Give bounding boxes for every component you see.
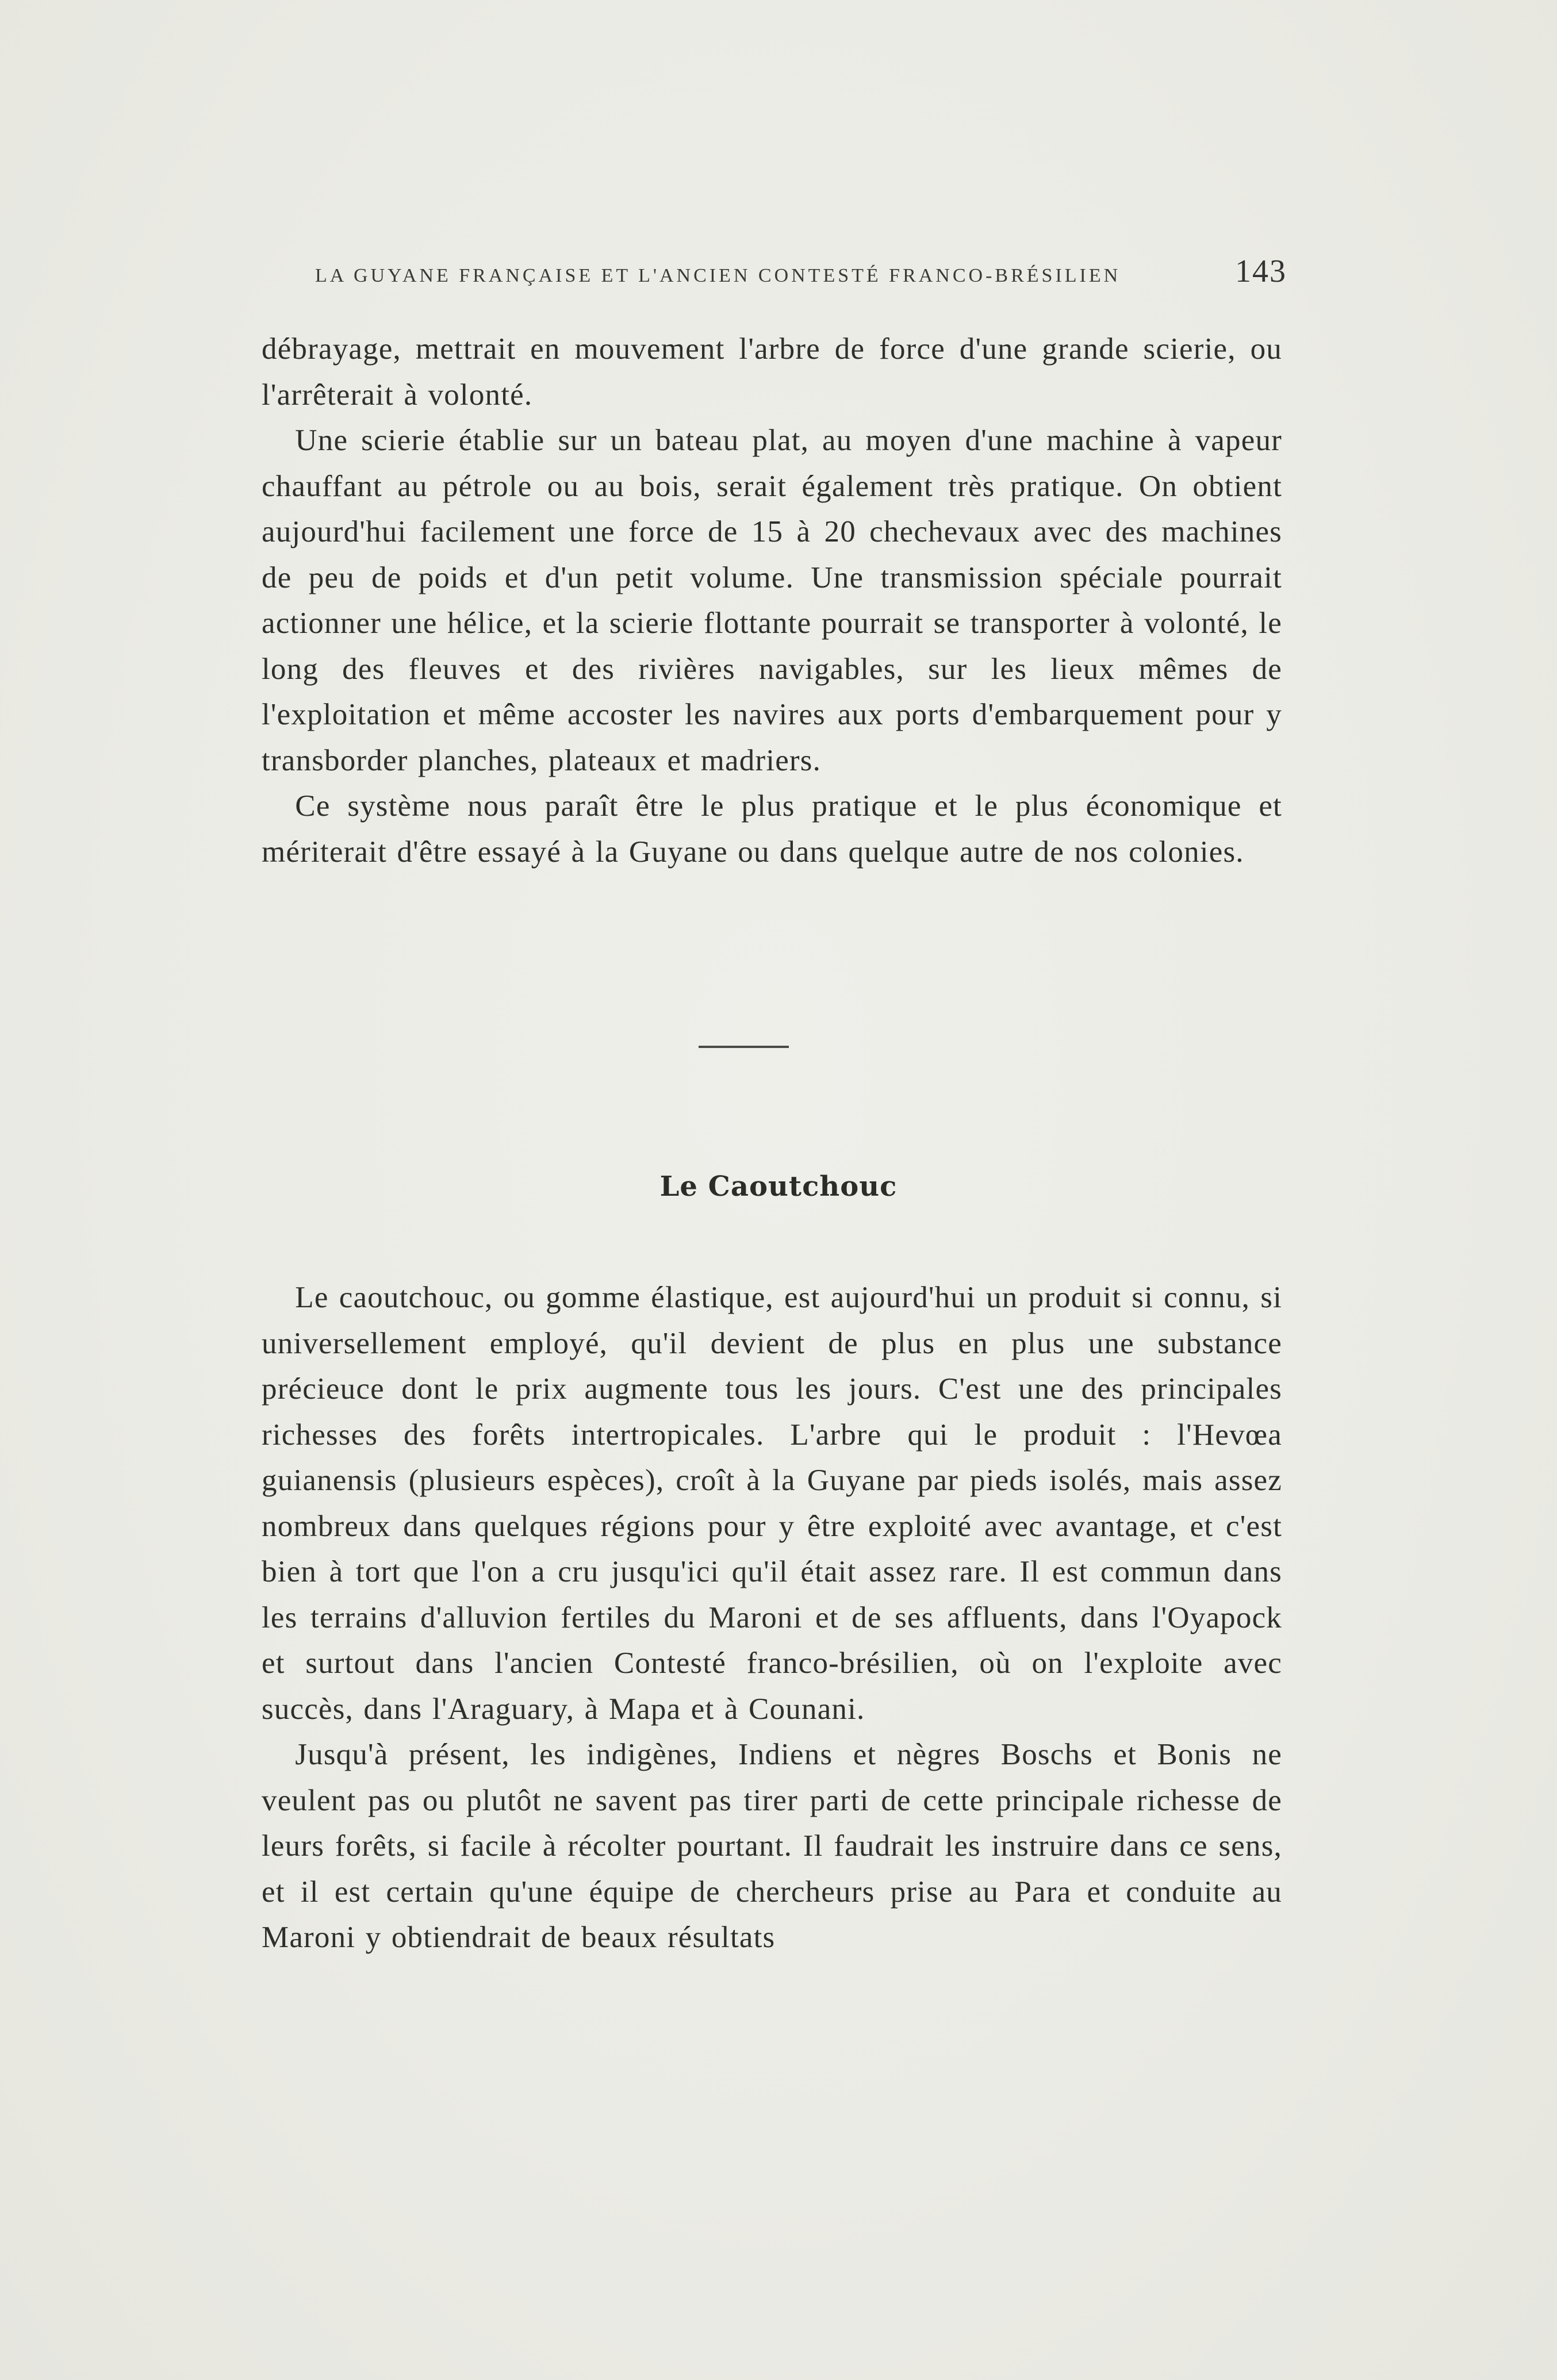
running-head xyxy=(315,253,1287,290)
body-text-continued xyxy=(262,327,1282,875)
paragraph: débrayage, mettrait en mouvement l'arbre de force d'une grande scierie, ou l'arrêterait à volonté. xyxy=(262,332,1282,412)
section-divider xyxy=(699,1046,789,1048)
paragraph: Le caoutchouc, ou gomme élastique, est aujourd'hui un produit si connu, si universellement employé, qu'il devient de plus en plus une substance précieuce dont le prix augmente tous les jours. C'est une des principales richesses des forêts intertropicales. L'arbre qui le produit : l'Hevœa guianensis (plusieurs espèces), croît à la Guyane par pieds isolés, mais assez nombreux dans quelques régions pour y être exploité avec avantage, et c'est bien à tort que l'on a cru jusqu'ici qu'il était assez rare. Il est commun dans les terrains d'alluvion fertiles du Maroni et de ses affluents, dans l'Oyapock et surtout dans l'ancien Contesté franco-brésilien, où on l'exploite avec succès, dans l'Araguary, à Mapa et à Counani. xyxy=(262,1281,1282,1726)
page-number: 143 xyxy=(1235,254,1287,289)
running-title: LA GUYANE FRANÇAISE ET L'ANCIEN CONTESTÉ FRANCO-BRÉSILIEN xyxy=(315,265,1121,286)
paragraph: Jusqu'à présent, les indigènes, Indiens et nègres Boschs et Bonis ne veulent pas ou plutôt ne savent pas tirer parti de cette principale richesse de leurs forêts, si facile à récolter pourtant. Il faudrait les instruire dans ce sens, et il est certain qu'une équipe de chercheurs prise au Para et conduite au Maroni y obtiendrait de beaux résultats xyxy=(262,1738,1282,1954)
paragraph: Une scierie établie sur un bateau plat, au moyen d'une machine à vapeur chauffant au pétrole ou au bois, serait également très pratique. On obtient aujourd'hui facilement une force de 15 à 20 chechevaux avec des machines de peu de poids et d'un petit volume. Une transmission spéciale pourrait actionner une hélice, et la scierie flottante pourrait se transporter à volonté, le long des fleuves et des rivières navigables, sur les lieux mêmes de l'exploitation et même accoster les navires aux ports d'embarquement pour y transborder planches, plateaux et madriers. xyxy=(262,424,1282,777)
body-text-section xyxy=(262,1275,1282,1961)
section-title: Le Caoutchouc xyxy=(659,1170,898,1203)
paragraph: Ce système nous paraît être le plus pratique et le plus économique et mériterait d'être essayé à la Guyane ou dans quelque autre de nos colonies. xyxy=(262,789,1282,869)
